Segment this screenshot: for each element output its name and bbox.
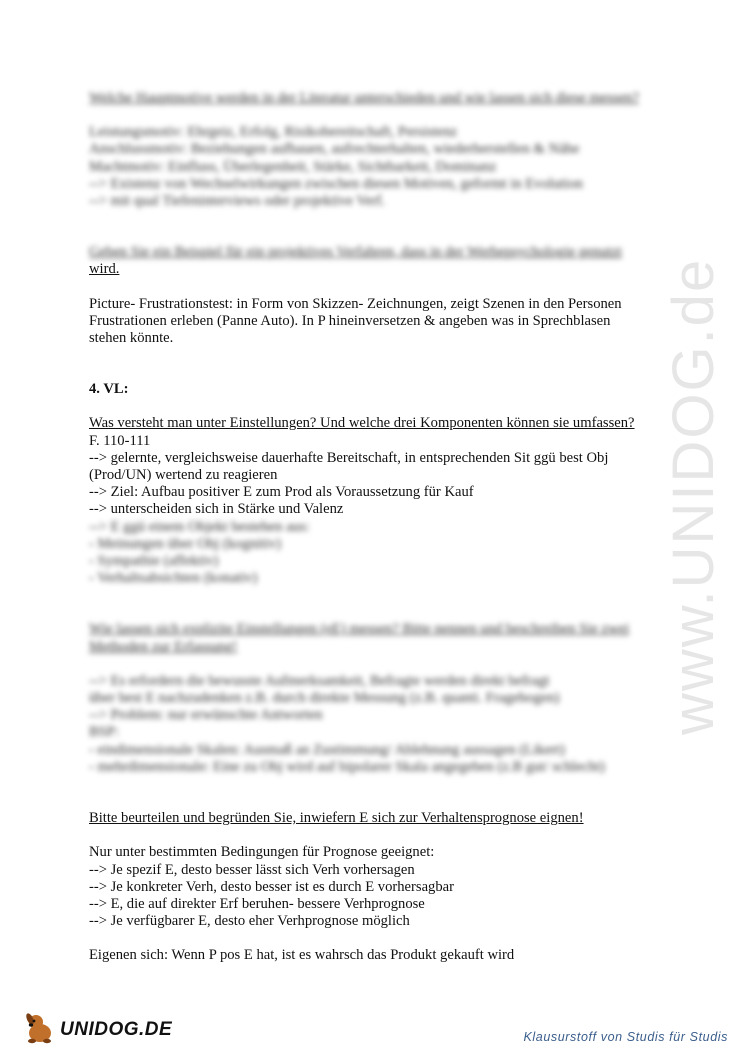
text-line: --> E, die auf direkter Erf beruhen- bessere Verhprognose (89, 895, 425, 912)
text-line: --> Je konkreter Verh, desto besser ist es durch E vorhersagbar (89, 878, 454, 895)
text-line: F. 110-111 (89, 432, 151, 449)
question-behavior-prognosis: Bitte beurteilen und begründen Sie, inwiefern E sich zur Verhaltensprognose eignen! (89, 810, 584, 827)
text-line: - Sympathie (affektiv) (89, 553, 219, 570)
question-motives: Welche Hauptmotive werden in der Literatur unterschieden und wie lassen sich diese messen? (89, 90, 639, 106)
text-line: Leistungsmotiv: Ehrgeiz, Erfolg, Risikobereitschaft, Persistenz (89, 124, 458, 141)
text-line: --> Je spezif E, desto besser lässt sich Verh vorhersagen (89, 861, 415, 878)
text-line: über best E nachzudenken z.B. durch direkte Messung (z.B. quanti. Fragebogen) (89, 690, 560, 707)
logo-text: UNIDOG.DE (60, 1019, 173, 1040)
text-line: --> Existenz von Wechselwirkungen zwischen diesen Motiven, geformt in Evolution (89, 175, 583, 192)
lecture-heading: 4. VL: (89, 381, 129, 398)
watermark: www.UNIDOG.de (661, 257, 726, 735)
text-line: Machtmotiv: Einfluss, Überlegenheit, Stärke, Sichtbarkeit, Dominanz (89, 158, 497, 175)
text-line: Frustrationen erleben (Panne Auto). In P hineinversetzen & angeben was in Sprechblasen (89, 312, 611, 329)
text-line: Nur unter bestimmten Bedingungen für Prognose geeignet: (89, 844, 435, 861)
text-line: Picture- Frustrationstest: in Form von Skizzen- Zeichnungen, zeigt Szenen in den Personen (89, 295, 622, 312)
text-line: --> E ggü einem Objekt bestehen aus: (89, 518, 310, 535)
footer-slogan: Klausurstoff von Studis für Studis (523, 1030, 728, 1044)
text-line: Anschlussmotiv: Beziehungen aufbauen, aufrechterhalten, wiederherstellen & Nähe (89, 141, 580, 158)
text-line: --> mit qual Tiefeninterviews oder projektive Verf. (89, 193, 386, 210)
text-line: --> Ziel: Aufbau positiver E zum Prod als Voraussetzung für Kauf (89, 484, 474, 501)
text-line: - Meinungen über Obj (kognitiv) (89, 535, 282, 552)
text-line: - eindimensionale Skalen: Ausmaß an Zustimmung/ Ablehnung aussagen (Likert) (89, 741, 565, 758)
text-line: --> Je verfügbarer E, desto eher Verhprognose möglich (89, 913, 410, 930)
dog-icon (22, 1011, 58, 1050)
text-line: --> Problem: nur erwünschte Antworten (89, 707, 323, 724)
document-body (89, 90, 679, 965)
text-line: --> Es erfordern die bewusste Aufmerksamkeit, Befragte werden direkt befragt (89, 672, 550, 689)
text-line: --> gelernte, vergleichsweise dauerhafte Bereitschaft, in entsprechenden Sit ggü best Obj (89, 449, 609, 466)
text-line: - mehrdimensionale: Eine zu Obj wird auf bipolarer Skala angegeben (z.B gut/ schlecht) (89, 758, 605, 775)
text-line: (Prod/UN) wertend zu reagieren (89, 467, 278, 484)
text-line: --> unterscheiden sich in Stärke und Valenz (89, 501, 344, 518)
question-explicit-measure: Wie lassen sich explizite Einstellungen (eE) messen? Bitte nennen und beschreiben Sie zwei (89, 621, 630, 638)
question-projective-blurred: Geben Sie ein Beispiel für ein projektives Verfahren, dass in der Werbepsychologie genutzt (89, 244, 622, 261)
text-line: BSP: (89, 724, 120, 741)
unidog-logo[interactable] (22, 1010, 172, 1050)
question-projective-end: wird. (89, 261, 120, 278)
conclusion-line: Eigenen sich: Wenn P pos E hat, ist es wahrsch das Produkt gekauft wird (89, 947, 515, 964)
text-line: stehen könnte. (89, 330, 174, 347)
question-explicit-measure: Methoden zur Erfassung! (89, 638, 238, 655)
text-line: - Verhaltsabsichten (konativ) (89, 570, 258, 587)
question-attitudes: Was versteht man unter Einstellungen? Und welche drei Komponenten können sie umfassen? (89, 415, 635, 432)
